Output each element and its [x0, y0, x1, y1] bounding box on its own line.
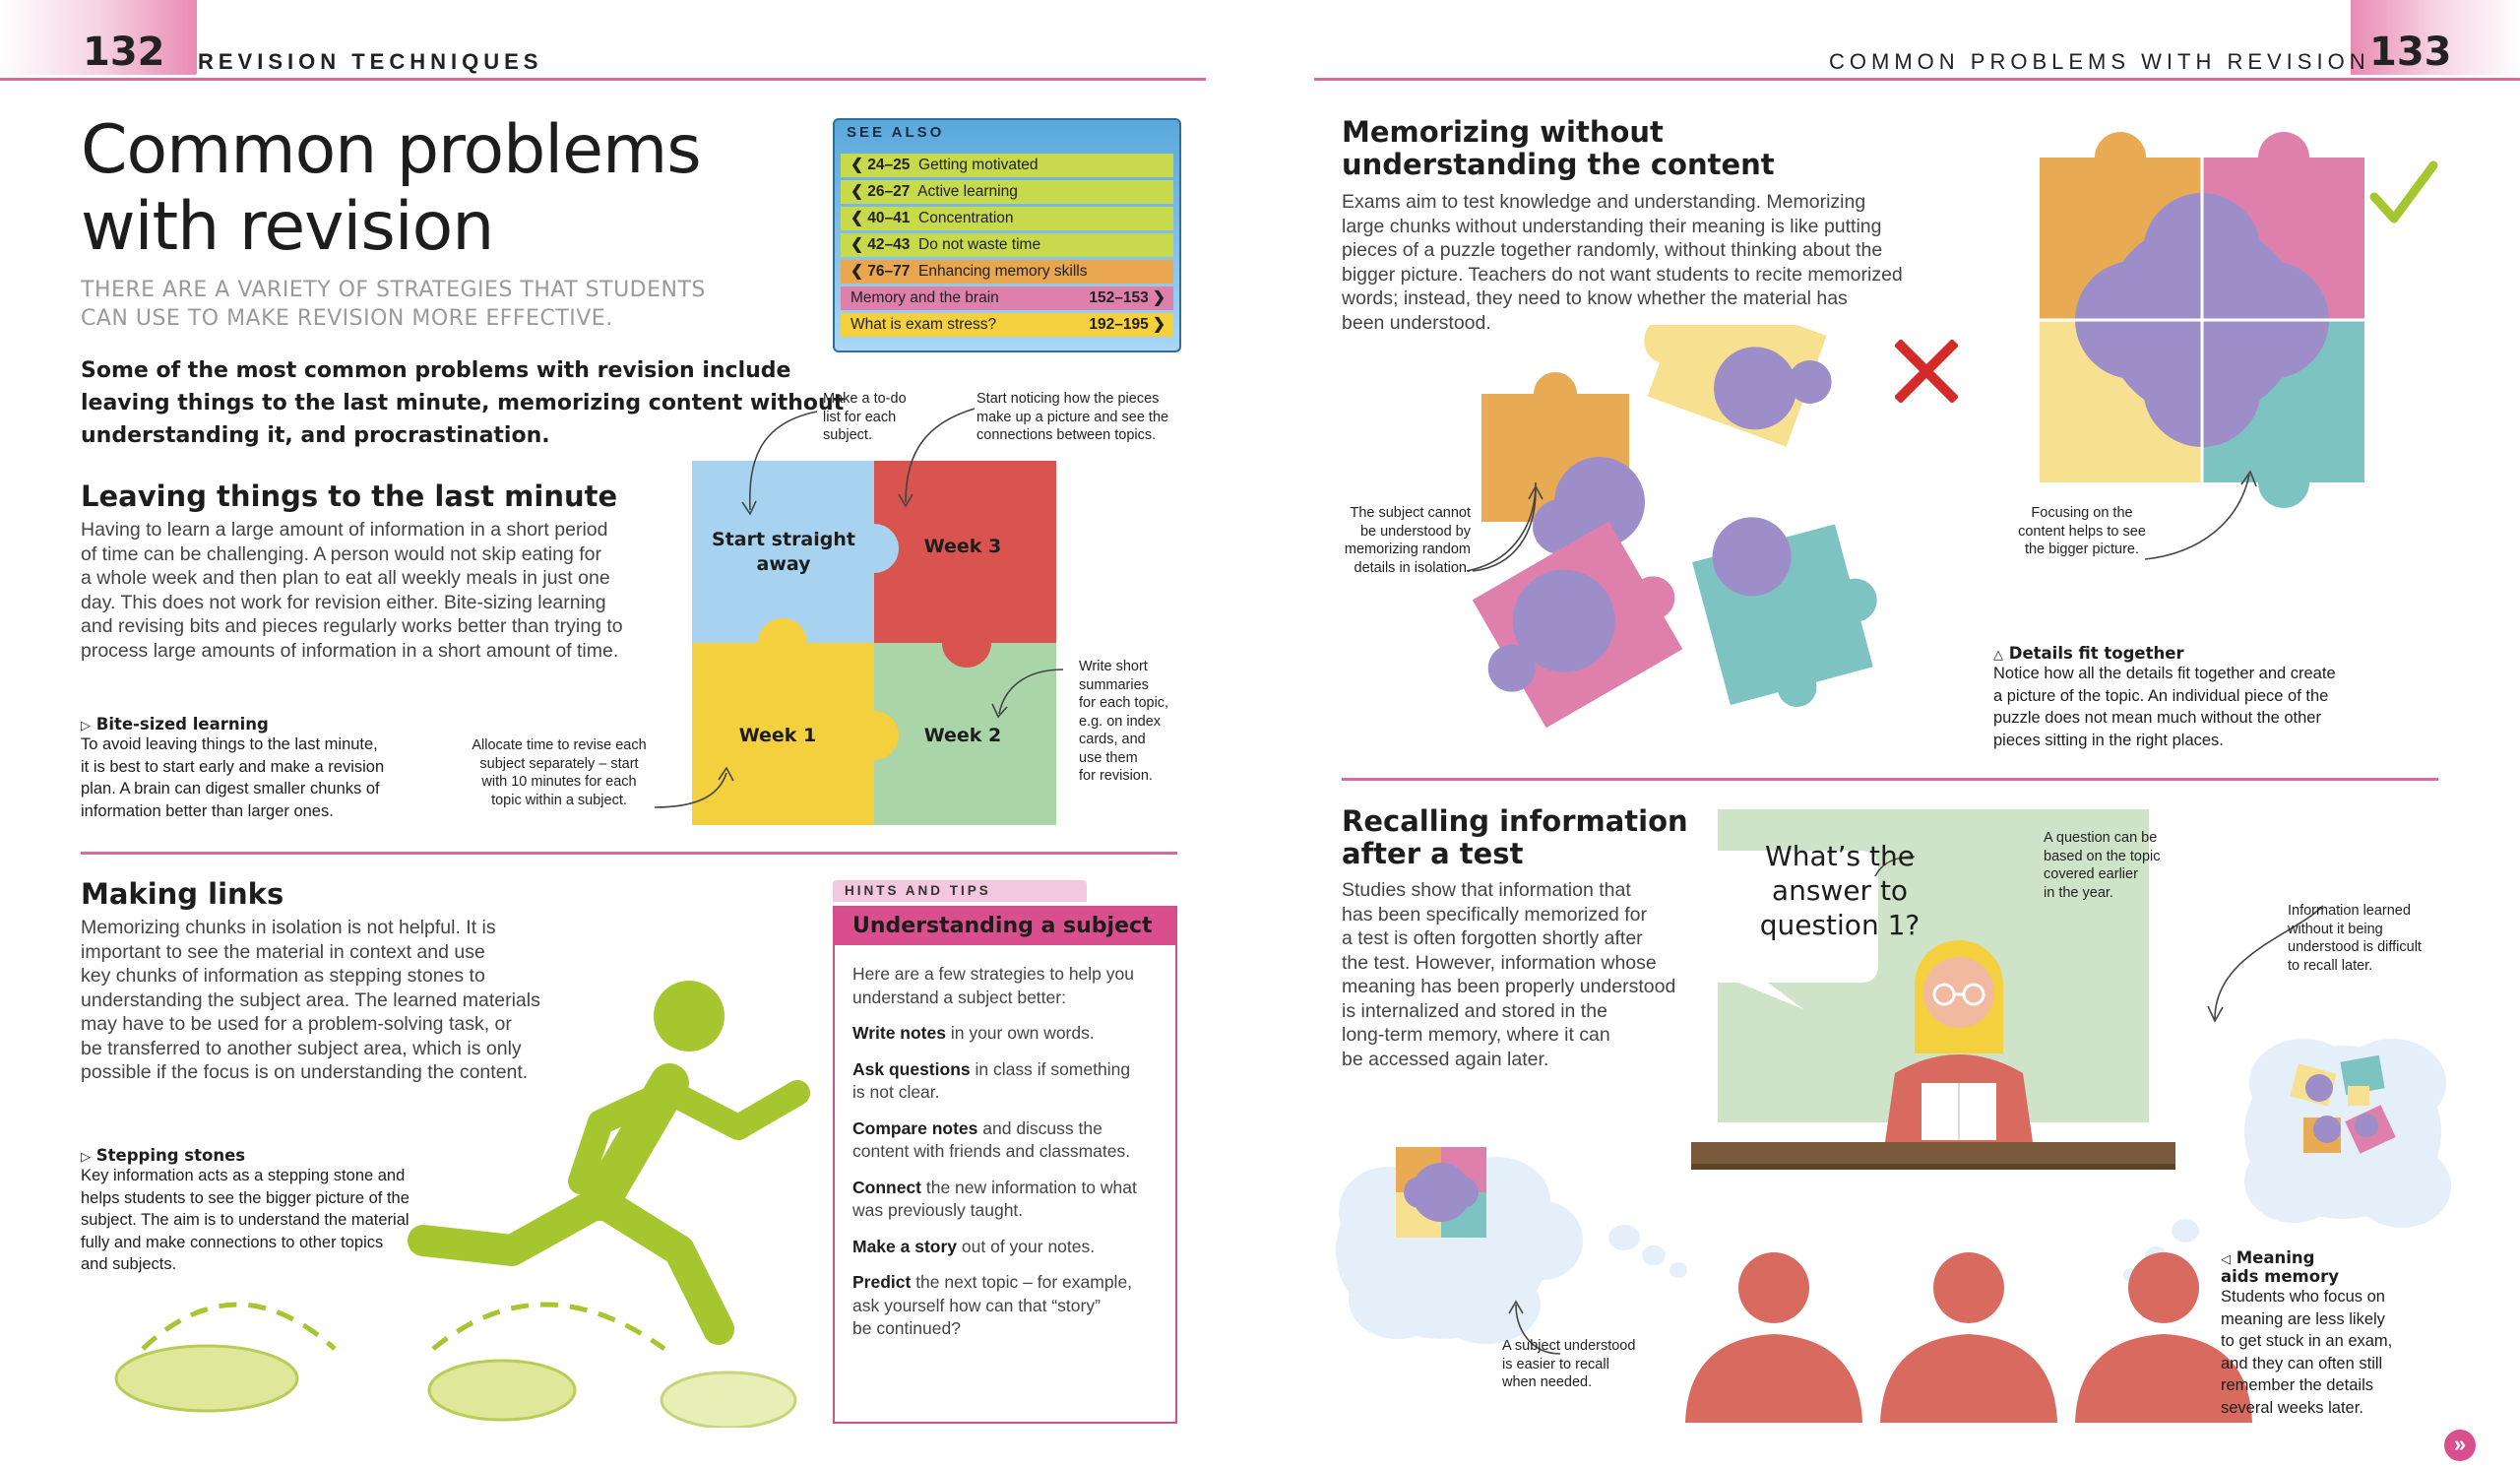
- section-rule-right: [1342, 778, 2438, 781]
- see-also-item[interactable]: What is exam stress? 192–195 ❯: [841, 313, 1173, 337]
- right-page-number: 133: [2369, 30, 2452, 75]
- stepping-stone: [662, 1372, 795, 1428]
- section-rule-left: [81, 852, 1177, 855]
- note-allocate: Allocate time to revise each subject separately – start with 10 minutes for each topic within a subject.: [472, 737, 647, 808]
- puzzle-label-week1: Week 1: [738, 725, 817, 746]
- see-also-box: [833, 118, 1181, 352]
- stepping-stone: [116, 1346, 297, 1411]
- puzzle-label-week3: Week 3: [923, 536, 1002, 557]
- hints-tips-tab-label: HINTS AND TIPS: [845, 883, 991, 898]
- making-links-heading: Making links: [81, 877, 284, 911]
- right-running-head: COMMON PROBLEMS WITH REVISION: [1829, 49, 2370, 74]
- runner-figure: [423, 981, 797, 1329]
- left-page-number: 132: [83, 30, 165, 75]
- note-focus: Focusing on the content helps to see the bigger picture.: [2018, 505, 2146, 557]
- see-also-item[interactable]: ❮ 42–43 Do not waste time: [841, 233, 1173, 257]
- memorizing-heading: Memorizing without understanding the content: [1342, 115, 1775, 181]
- note-question: A question can be based on the topic covered earlier in the year.: [2044, 830, 2161, 901]
- note-summaries: Write short summaries for each topic, e.g. on index cards, and use them for revision.: [1079, 659, 1169, 784]
- header-rule-right: [1314, 78, 2520, 81]
- bite-sized-caption: ▷ Bite-sized learning To avoid leaving things to the last minute, it is best to start early and make a revision plan. A brain can digest smaller chunks of information better than larger ones.: [81, 715, 385, 820]
- left-running-head: REVISION TECHNIQUES: [198, 49, 543, 74]
- checkmark-icon: [2368, 158, 2439, 228]
- see-also-item[interactable]: ❮ 40–41 Concentration: [841, 207, 1173, 230]
- triangle-up-icon: △: [1993, 648, 2003, 663]
- intro-line-1: THERE ARE A VARIETY OF STRATEGIES THAT STUDENTS: [81, 278, 706, 302]
- see-also-item[interactable]: ❮ 26–27 Active learning: [841, 180, 1173, 204]
- lede-line-2: leaving things to the last minute, memorizing content without: [81, 391, 845, 415]
- note-todo: Make a to-do list for each subject.: [823, 391, 907, 443]
- next-page-icon[interactable]: »: [2444, 1430, 2476, 1461]
- hints-tips-tab: [833, 880, 1087, 902]
- tip-connect: Connect the new information to what was previously taught.: [852, 1177, 1137, 1220]
- triangle-left-icon: ◁: [2221, 1252, 2231, 1267]
- note-learned: Information learned without it being understood is difficult to recall later.: [2288, 903, 2422, 974]
- lede-line-1: Some of the most common problems with revision include: [81, 358, 791, 383]
- triangle-right-icon: ▷: [81, 1150, 91, 1165]
- last-minute-heading: Leaving things to the last minute: [81, 479, 618, 513]
- see-also-item[interactable]: ❮ 76–77 Enhancing memory skills: [841, 260, 1173, 284]
- small-completed-puzzle: [1396, 1147, 1486, 1238]
- puzzle-label-start-1: Start straight: [712, 529, 855, 550]
- recalling-body: Studies show that information that has been specifically memorized for a test is often forgotten shortly after the test. However, information whose meaning has been properly understood is internalized and stored in the long-term memory, where it can be accessed again later.: [1342, 879, 1676, 1070]
- puzzle-label-start-2: away: [756, 553, 811, 575]
- puzzle-label-week2: Week 2: [923, 725, 1002, 746]
- meaning-caption: ◁ Meaning aids memory Students who focus on meaning are less likely to get stuck in an exam, and they can often still remember the details several weeks later.: [2221, 1248, 2393, 1417]
- focus-arrow: [2141, 463, 2269, 571]
- see-also-item[interactable]: ❮ 24–25 Getting motivated: [841, 154, 1173, 177]
- stepping-stone: [429, 1361, 575, 1420]
- stepping-stones-caption: ▷ Stepping stones Key information acts as a stepping stone and helps students to see the bigger picture of the subject. The aim is to understand the material fully and make connections to other topics and subjects.: [81, 1146, 410, 1273]
- students: [1685, 1252, 2252, 1423]
- tip-make-story: Make a story out of your notes.: [852, 1236, 1096, 1256]
- page-title-line-1: Common problems: [81, 111, 701, 189]
- isolation-arrow: [1467, 473, 1575, 581]
- intro-text: [81, 276, 706, 333]
- making-links-body: Memorizing chunks in isolation is not helpful. It is important to see the material in context and use key chunks of information as stepping stones to understanding the subject area. The learned materials may have to be used for a problem-solving task, or be transferred to another subject area, which is only possible if the focus is on understanding the content.: [81, 917, 540, 1083]
- note-notice: Start noticing how the pieces make up a picture and see the connections between topics.: [976, 391, 1169, 443]
- tip-predict: Predict the next topic – for example, ask yourself how can that “story” be continued?: [852, 1272, 1133, 1338]
- memorizing-body: Exams aim to test knowledge and understanding. Memorizing large chunks without understanding their meaning is like putting pieces of a puzzle together randomly, without thinking about the bigger picture. Teachers do not want students to recite memorized words; instead, they need to know whether the material has been understood.: [1342, 191, 1903, 334]
- hints-tips-title: Understanding a subject: [852, 914, 1153, 938]
- tip-predict-more: ask yourself how can that “story” be continued?: [852, 1295, 1101, 1338]
- note-understood: A subject understood is easier to recall when needed.: [1502, 1338, 1636, 1390]
- tip-ask-questions: Ask questions in class if something is not clear.: [852, 1058, 1131, 1102]
- tip-compare-notes: Compare notes and discuss the content with friends and classmates.: [852, 1117, 1131, 1161]
- see-also-item[interactable]: Memory and the brain 152–153 ❯: [841, 287, 1173, 310]
- left-thought-cloud: [1336, 1157, 1687, 1344]
- speech-bubble-text: What’s the answer to question 1?: [1759, 840, 1921, 941]
- lede-line-3: understanding it, and procrastination.: [81, 423, 550, 448]
- hints-tips-content: [852, 963, 1167, 1354]
- triangle-right-icon: ▷: [81, 719, 91, 734]
- header-rule-left: [0, 78, 1206, 81]
- tips-intro: Here are a few strategies to help you understand a subject better:: [852, 964, 1134, 1007]
- page-title-line-2: with revision: [81, 188, 494, 266]
- recalling-heading: Recalling information after a test: [1342, 804, 1688, 870]
- tip-write-notes: Write notes in your own words.: [852, 1023, 1095, 1043]
- note-isolation: The subject cannot be understood by memorizing random details in isolation.: [1344, 505, 1471, 576]
- cross-icon: [1895, 340, 1958, 403]
- hints-tips-box: [833, 906, 1177, 1424]
- intro-line-2: CAN USE TO MAKE REVISION MORE EFFECTIVE.: [81, 306, 613, 331]
- desk: [1691, 1142, 2175, 1164]
- last-minute-body: Having to learn a large amount of information in a short period of time can be challenging. A person would not skip eating for a whole week and then plan to eat all weekly meals in just one day. This does not work for revision either. Bite-sizing learning and revising bits and pieces regularly works better than trying to process large amounts of information in a short amount of time.: [81, 519, 623, 662]
- see-also-heading: SEE ALSO: [847, 124, 945, 141]
- runner-illustration: [69, 955, 817, 1428]
- details-fit-caption: △ Details fit together Notice how all the details fit together and create a picture of the topic. An individual piece of the puzzle does not mean much without the other pieces sitting in the right places.: [1993, 644, 2336, 749]
- page-title: [81, 112, 701, 266]
